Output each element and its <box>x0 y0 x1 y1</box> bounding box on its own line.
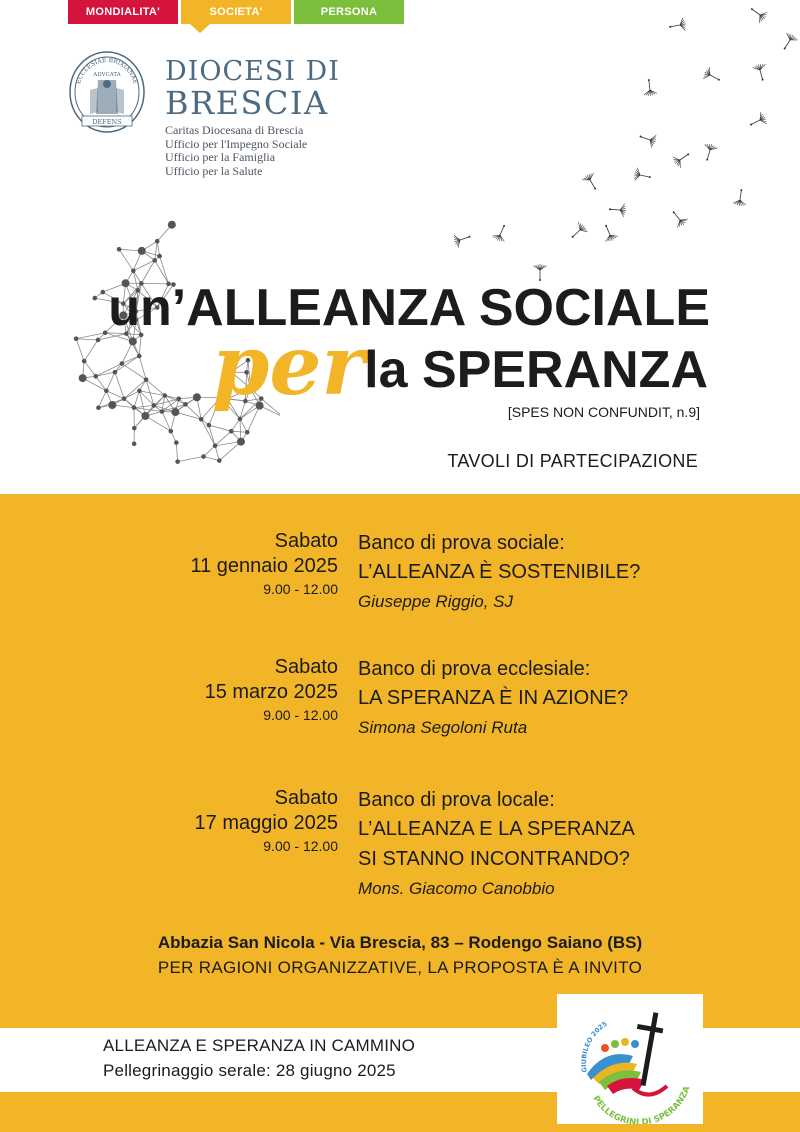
seal-banner-text: DEFENS <box>92 118 122 126</box>
event-info <box>358 655 628 743</box>
event-heading: Banco di prova ecclesiale: <box>358 658 591 680</box>
venue: Abbazia San Nicola - Via Brescia, 83 – Rodengo Saiano (BS) <box>157 933 643 952</box>
event-date <box>190 529 338 598</box>
jubilee-bottom-text: PELLEGRINI DI SPERANZA <box>590 1084 693 1124</box>
title-line2: la SPERANZA <box>364 341 708 399</box>
office-item: Caritas Diocesana di Brescia <box>165 123 304 137</box>
event-heading: Banco di prova sociale: <box>358 532 565 554</box>
event-date-text: 11 gennaio 2025 <box>190 555 338 577</box>
event-question: L’ALLEANZA E LA SPERANZA <box>358 818 635 840</box>
seal-arc-text: ECCLESIAE BRIXIANAE <box>75 56 139 85</box>
title-line1: un’ALLEANZA SOCIALE <box>108 279 710 337</box>
title-per: per <box>212 318 365 414</box>
diocese-name <box>165 56 340 122</box>
event-speaker: Mons. Giacomo Canobbio <box>358 879 555 898</box>
offices-list <box>165 124 307 178</box>
category-tabs <box>68 0 407 24</box>
office-item: Ufficio per la Famiglia <box>165 150 276 164</box>
event-question: SI STANNO INCONTRANDO? <box>358 848 630 870</box>
footer-line2: Pellegrinaggio serale: 28 giugno 2025 <box>103 1061 396 1080</box>
event-heading: Banco di prova locale: <box>358 789 555 811</box>
event-info <box>358 786 635 904</box>
citation: [SPES NON CONFUNDIT, n.9] <box>507 404 700 420</box>
event-day: Sabato <box>274 787 338 809</box>
event-question: L’ALLEANZA È SOSTENIBILE? <box>358 561 641 583</box>
dandelion-seeds-decoration <box>380 0 800 290</box>
event-date <box>195 786 338 855</box>
seal-mid-text: ADVCATA <box>93 72 121 78</box>
subtitle: TAVOLI DI PARTECIPAZIONE <box>447 451 698 471</box>
event-date-text: 15 marzo 2025 <box>204 681 338 703</box>
event-speaker: Simona Segoloni Ruta <box>358 718 528 737</box>
jubilee-top-text: GIUBILEO 2025 <box>579 1019 609 1073</box>
diocese-line2: BRESCIA <box>165 84 329 122</box>
event-day: Sabato <box>274 530 338 552</box>
tab-persona: PERSONA <box>294 0 404 24</box>
office-item: Ufficio per la Salute <box>165 163 263 178</box>
office-item: Ufficio per l'Impegno Sociale <box>165 136 308 151</box>
tab-mondialita: MONDIALITA' <box>68 0 178 24</box>
diocese-seal-icon <box>68 50 146 134</box>
event-speaker: Giuseppe Riggio, SJ <box>358 592 513 611</box>
event-question: LA SPERANZA È IN AZIONE? <box>358 687 629 709</box>
event-date <box>205 655 338 724</box>
event-info <box>358 529 640 617</box>
event-time: 9.00 - 12.00 <box>263 581 338 597</box>
event-time: 9.00 - 12.00 <box>263 707 338 723</box>
event-date-text: 17 maggio 2025 <box>194 812 338 834</box>
svg-text:PELLEGRINI DI SPERANZA <box>590 1085 692 1124</box>
diocese-line1: DIOCESI DI <box>165 56 340 87</box>
footer-line1: ALLEANZA E SPERANZA IN CAMMINO <box>103 1036 416 1055</box>
invite-notice: PER RAGIONI ORGANIZZATIVE, LA PROPOSTA È A INVITO <box>157 958 643 977</box>
event-day: Sabato <box>274 656 338 678</box>
jubilee-logo-icon <box>557 994 703 1124</box>
tab-societa: SOCIETA' <box>181 0 291 24</box>
event-time: 9.00 - 12.00 <box>263 838 338 854</box>
